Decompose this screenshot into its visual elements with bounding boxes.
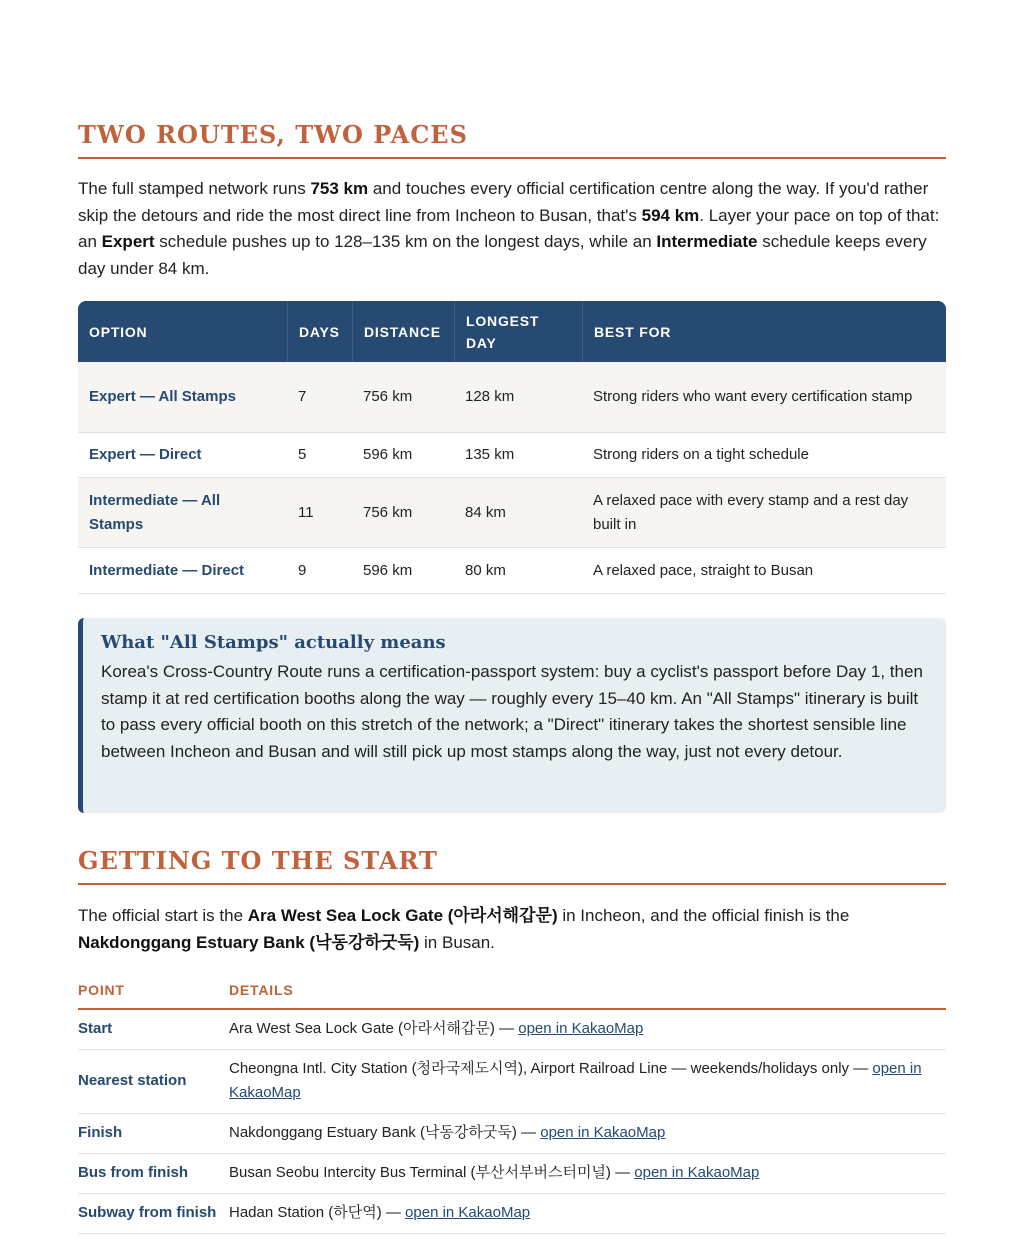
intro-bold: Expert bbox=[101, 232, 155, 251]
kakaomap-link[interactable]: open in KakaoMap bbox=[518, 1020, 644, 1038]
kakaomap-link[interactable]: open in KakaoMap bbox=[634, 1164, 760, 1181]
distance-cell: 756 km bbox=[352, 478, 454, 548]
intro-bold: Nakdonggang Estuary Bank (낙동강하굿둑) bbox=[78, 932, 420, 952]
details-text: Nakdonggang Estuary Bank (낙동강하굿둑) — bbox=[229, 1124, 541, 1141]
start-section bbox=[78, 846, 946, 885]
table-row bbox=[78, 433, 946, 478]
routes-header-row bbox=[78, 301, 946, 362]
best-for-cell: A relaxed pace, straight to Busan bbox=[582, 548, 946, 594]
longest-day-cell: 128 km bbox=[454, 362, 582, 433]
table-row bbox=[78, 478, 946, 548]
routes-intro bbox=[78, 176, 946, 282]
best-for-cell: Strong riders who want every certification stamp bbox=[582, 362, 946, 433]
days-cell: 9 bbox=[287, 548, 352, 594]
start-heading: GETTING TO THE START bbox=[78, 846, 946, 885]
points-table-wrap bbox=[78, 982, 946, 1234]
details-cell bbox=[229, 1009, 946, 1049]
points-header-row bbox=[78, 982, 946, 1009]
kakaomap-link[interactable]: open in KakaoMap bbox=[405, 1204, 531, 1221]
start-intro-wrap bbox=[78, 903, 946, 956]
intro-bold: Intermediate bbox=[656, 232, 758, 251]
days-cell: 11 bbox=[287, 478, 352, 548]
table-row bbox=[78, 1049, 946, 1113]
distance-cell: 756 km bbox=[352, 362, 454, 433]
table-row bbox=[78, 1009, 946, 1049]
best-for-cell: Strong riders on a tight schedule bbox=[582, 433, 946, 478]
intro-text: . Layer your pace on top of that: an bbox=[78, 205, 940, 251]
intro-bold: Ara West Sea Lock Gate (아라서해갑문) bbox=[247, 906, 558, 925]
details-text: Hadan Station (하단역) — bbox=[229, 1204, 406, 1221]
points-table bbox=[78, 982, 946, 1234]
intro-text: The full stamped network runs bbox=[78, 179, 311, 198]
intro-text: in Incheon, and the official finish is the bbox=[557, 906, 850, 925]
col-days: DAYS bbox=[287, 301, 352, 362]
days-cell: 5 bbox=[287, 433, 352, 478]
point-cell: Nearest station bbox=[78, 1049, 229, 1113]
kakaomap-link[interactable]: open in KakaoMap bbox=[540, 1124, 666, 1141]
intro-text: and touches every official certification centre along the way. If you'd rather skip the detours and ride the most direct line from Incheon to Busan, that's bbox=[78, 179, 929, 225]
intro-text: schedule pushes up to 128–135 km on the longest days, while an bbox=[154, 232, 657, 251]
details-cell bbox=[229, 1153, 946, 1193]
kakaomap-link[interactable]: open in KakaoMap bbox=[229, 1060, 922, 1101]
longest-day-cell: 135 km bbox=[454, 433, 582, 478]
start-intro bbox=[78, 903, 946, 956]
callout-body: Korea's Cross-Country Route runs a certification-passport system: buy a cyclist's passport before Day 1, then stamp it at red certification booths along the way — roughly every 15–40 km. An "All Stamps" itinerary is built to pass every official booth on this stretch of the network; a "Direct" itinerary takes the shortest sensible line between Incheon and Busan and will still pick up most stamps along the way, just not every detour. bbox=[101, 662, 923, 761]
best-for-cell: A relaxed pace with every stamp and a rest day built in bbox=[582, 478, 946, 548]
table-row bbox=[78, 362, 946, 433]
details-text: Cheongna Intl. City Station (청라국제도시역), Airport Railroad Line — weekends/holidays only — bbox=[229, 1060, 873, 1077]
routes-table-wrap bbox=[78, 301, 946, 594]
col-best-for: BEST FOR bbox=[582, 301, 946, 362]
routes-table bbox=[78, 301, 946, 594]
col-option: OPTION bbox=[78, 301, 287, 362]
option-cell: Expert — All Stamps bbox=[78, 362, 287, 433]
option-cell: Intermediate — Direct bbox=[78, 548, 287, 594]
all-stamps-callout bbox=[78, 618, 946, 813]
table-row bbox=[78, 548, 946, 594]
intro-bold: 753 km bbox=[310, 179, 369, 198]
table-row bbox=[78, 1193, 946, 1233]
longest-day-cell: 80 km bbox=[454, 548, 582, 594]
details-text: Ara West Sea Lock Gate (아라서해갑문) — bbox=[229, 1020, 519, 1038]
routes-intro-wrap bbox=[78, 176, 946, 282]
distance-cell: 596 km bbox=[352, 548, 454, 594]
intro-text: schedule keeps every day under 84 km. bbox=[78, 232, 927, 278]
longest-day-cell: 84 km bbox=[454, 478, 582, 548]
table-row bbox=[78, 1153, 946, 1193]
col-details: DETAILS bbox=[229, 982, 946, 1009]
col-point: POINT bbox=[78, 982, 229, 1009]
intro-text: The official start is the bbox=[78, 906, 248, 925]
callout-title: What "All Stamps" actually means bbox=[101, 632, 446, 653]
table-row bbox=[78, 1113, 946, 1153]
details-cell bbox=[229, 1193, 946, 1233]
days-cell: 7 bbox=[287, 362, 352, 433]
option-cell: Expert — Direct bbox=[78, 433, 287, 478]
point-cell: Start bbox=[78, 1009, 229, 1049]
details-cell bbox=[229, 1113, 946, 1153]
routes-heading: TWO ROUTES, TWO PACES bbox=[78, 120, 946, 159]
details-text: Busan Seobu Intercity Bus Terminal (부산서부버스터미널) — bbox=[229, 1164, 635, 1181]
col-longest-day: LONGEST DAY bbox=[454, 301, 582, 362]
distance-cell: 596 km bbox=[352, 433, 454, 478]
point-cell: Finish bbox=[78, 1113, 229, 1153]
intro-bold: 594 km bbox=[641, 205, 700, 225]
point-cell: Subway from finish bbox=[78, 1193, 229, 1233]
routes-section bbox=[78, 120, 946, 159]
intro-text: in Busan. bbox=[419, 932, 495, 952]
point-cell: Bus from finish bbox=[78, 1153, 229, 1193]
details-cell bbox=[229, 1049, 946, 1113]
col-distance: DISTANCE bbox=[352, 301, 454, 362]
option-cell: Intermediate — All Stamps bbox=[78, 478, 287, 548]
